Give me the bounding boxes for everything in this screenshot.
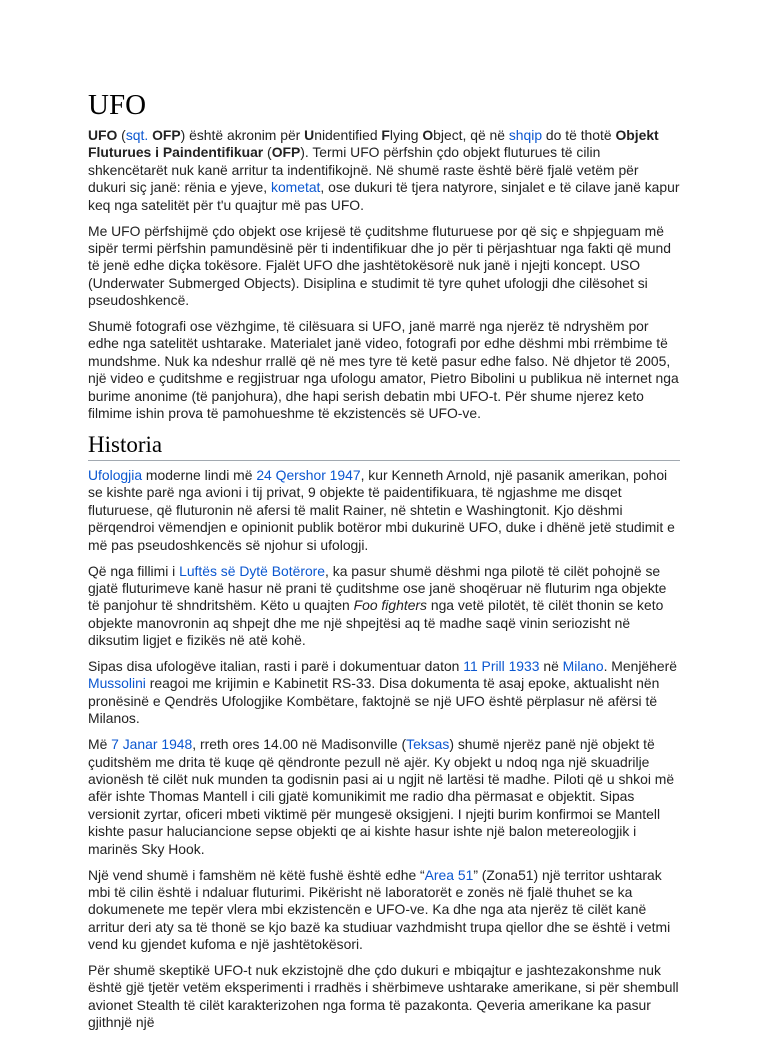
text-run: nidentified <box>314 127 382 143</box>
link-date-1948[interactable]: 7 Janar 1948 <box>111 736 193 753</box>
bold-letter: O <box>422 127 434 143</box>
bold-term: OFP <box>271 144 301 161</box>
text-run: ” (Zona51) një territor ushtarak mbi të cilin është i ndaluar fluturimi. Pikërisht në laboratorët e zonës në fjalë thuhet se ka dokumenete me tepër vlera mbi ekzistencën e UFO-ve. Ka dhe nga ata njerëz të cilët kanë arritur deri aty sa të thonë se kjo bazë ka studiuar vazhdmisht trupa qiellor dhe se është i vetmi vend ku gjendet kufoma e një jashtëtokësori. <box>88 866 671 953</box>
text-run: . Menjëherë <box>603 658 677 675</box>
text-run: në <box>539 658 563 675</box>
text-run: reagoi me krijimin e Kabinetit RS-33. Disa dokumenta të asaj epoke, aktualisht nën pronësinë e Qendrës Ufologjike Kombëtare, faktojnë se një UFO është përplasur në afërsi të Milanos. <box>88 675 660 727</box>
section-heading-historia: Historia <box>88 431 680 461</box>
historia-paragraph-6: Për shumë skeptikë UFO-t nuk ekzistojnë dhe çdo dukuri e mbiqajtur e jashtezakonshme nuk është gjë tjetër vetëm eksperimenti i rradhës i shërbimeve ushtarake amerikane, si për shembull avionet Stealth të cilët karakterizohen nga forma të pazakonta. Qeveria amerikane ka pasur gjithnjë një <box>88 962 679 1031</box>
text-run: ) është akronim për <box>180 127 305 143</box>
intro-paragraph-2: Me UFO përfshijmë çdo objekt ose krijesë të çuditshme fluturuese por që siç e shpjeguam më sipër termi përfshin pamundësinë për ti indentifikuar dhe jo për ti përjashtuar nga fakti që mund të jenë edhe diçka tokësore. Fjalët UFO dhe jashtëtokësorë nuk janë i njejti koncept. USO (Underwater Submerged Objects). Disiplina e studimit të tyre quhet ufologji dhe cilësohet si pseudoshkencë. <box>88 222 671 309</box>
link-kometat[interactable]: kometat <box>271 179 321 196</box>
link-teksas[interactable]: Teksas <box>406 736 450 753</box>
text-run: , rreth ores 14.00 në Madisonville ( <box>192 736 407 753</box>
historia-paragraph-5 <box>88 867 680 954</box>
link-milano[interactable]: Milano <box>562 658 604 675</box>
historia-paragraph-1 <box>88 467 680 554</box>
intro-paragraph-3: Shumë fotografi ose vëzhgime, të cilësuara si UFO, janë marrë nga njerëz të ndryshëm por edhe nga satelitët ushtarake. Materialet janë video, fotografi por edhe dëshmi mbi rrëmbime të mundshme. Nuk ka ndeshur rrallë që në mes tyre të ketë pasur edhe falso. Në dhjetor të 2005, një video e çuditshme e regjistruar nga ufologu amator, Pietro Bibolini u publikua në internet nga burime anonime (të panjohura), dhe hapi serish debatin mbi UFO-t. Për shume njerez keto filmime ishin prova të pamohueshme të ekzistencës së UFO-ve. <box>88 318 679 422</box>
intro-paragraph-1 <box>88 127 680 214</box>
text-run: do të thotë <box>542 127 616 143</box>
article <box>88 88 680 1040</box>
text-run: Që nga fillimi i <box>88 562 180 579</box>
link-ufologjia[interactable]: Ufologjia <box>88 467 143 483</box>
italic-term: Foo fighters <box>353 597 427 614</box>
text-run: nga vetë pilotët, të cilët thonin se keto objekte manovronin aq shpejt dhe me një shpejtësi aq të madhe saqë vinin seriozisht në diksutim ligjet e fizikës në atë kohë. <box>88 597 664 649</box>
link-date-1933[interactable]: 11 Prill 1933 <box>463 658 540 675</box>
text-run: Një vend shumë i famshëm në këtë fushë është edhe “ <box>88 866 425 883</box>
text-run: lying <box>389 127 423 143</box>
link-ww2[interactable]: Luftës së Dytë Botërore <box>179 562 326 579</box>
text-run: ). Termi UFO përfshin çdo objekt fluturues të cilin shkencëtarët nuk kanë arritur ta indentifikojnë. Në shumë raste është bërë fjalë vetëm për dukuri siç janë: rënia e yjeve, <box>88 144 639 196</box>
bold-term: Objekt Fluturues i Paindentifikuar <box>88 127 659 161</box>
text-run: ( <box>117 127 126 143</box>
bold-term: OFP <box>152 127 181 143</box>
text-run: , kur Kenneth Arnold, një pasanik amerikan, pohoi se kishte parë nga avioni i tij privat, 9 objekte të paidentifikuara, të ngjashme me disqet fluturuese, që fluturonin në afersi të malit Rainer, në shtetin e Washingtonit. Kjo dëshmi përqendroi vëmendjen e opinionit publik botëror mbi dukurinë UFO, duke i dhënë jetë studimit e më pas pseudoshkencës së njohur si ufologji. <box>88 467 675 553</box>
link-shqip[interactable]: shqip <box>508 127 543 143</box>
page-title: UFO <box>88 89 147 121</box>
text-run: moderne lindi më <box>142 467 257 483</box>
historia-paragraph-4 <box>88 736 680 858</box>
bold-letter: U <box>304 127 315 143</box>
text-run: bject, që në <box>433 127 509 143</box>
historia-paragraph-3 <box>88 658 680 728</box>
text-run: Sipas disa ufologëve italian, rasti i parë i dokumentuar daton <box>88 658 464 675</box>
text-run: Më <box>88 736 112 753</box>
bold-term: UFO <box>88 127 118 143</box>
link-date-1947[interactable]: 24 Qershor 1947 <box>256 467 361 483</box>
bold-letter: F <box>381 127 390 143</box>
text-run: , ose dukuri të tjera natyrore, sinjalet e të cilave janë kapur keq nga satelitët për t'u quajtur më pas UFO. <box>88 179 680 213</box>
text-run: ) shumë njerëz panë një objekt të çuditshëm me drita të kuqe që qëndronte pezull në ajër. Ky objekt u ndoq nga një skuadrilje avionësh të cilët nuk munden ta godisnin pasi ai u ngjit në lartësi të madhe. Piloti që u shkoi më afër ishte Thomas Mantell i cili gjatë komunikimit me radio dha përmasat e objektit. Sipas versionit zyrtar, oficeri mbeti viktimë për mungesë oksigjeni. I njejti burim konfirmoi se Mantell kishte pasur haluciancione sepse objekti qe ai kishte hasur ishte një balon metereologjik i marinës Sky Hook. <box>88 736 675 857</box>
text-run: ( <box>263 144 272 161</box>
link-sqt[interactable]: sqt. <box>125 127 149 143</box>
link-mussolini[interactable]: Mussolini <box>88 675 146 692</box>
historia-paragraph-2 <box>88 563 680 650</box>
text-run: , ka pasur shumë dëshmi nga pilotë të cilët pohojnë se gjatë fluturimeve kanë hasur në prani të çuditshme ose janë shoqëruar në fluturim nga objekte të panjohur të shndritshëm. Këto u quajten <box>88 562 667 614</box>
link-area-51[interactable]: Area 51 <box>424 866 474 883</box>
